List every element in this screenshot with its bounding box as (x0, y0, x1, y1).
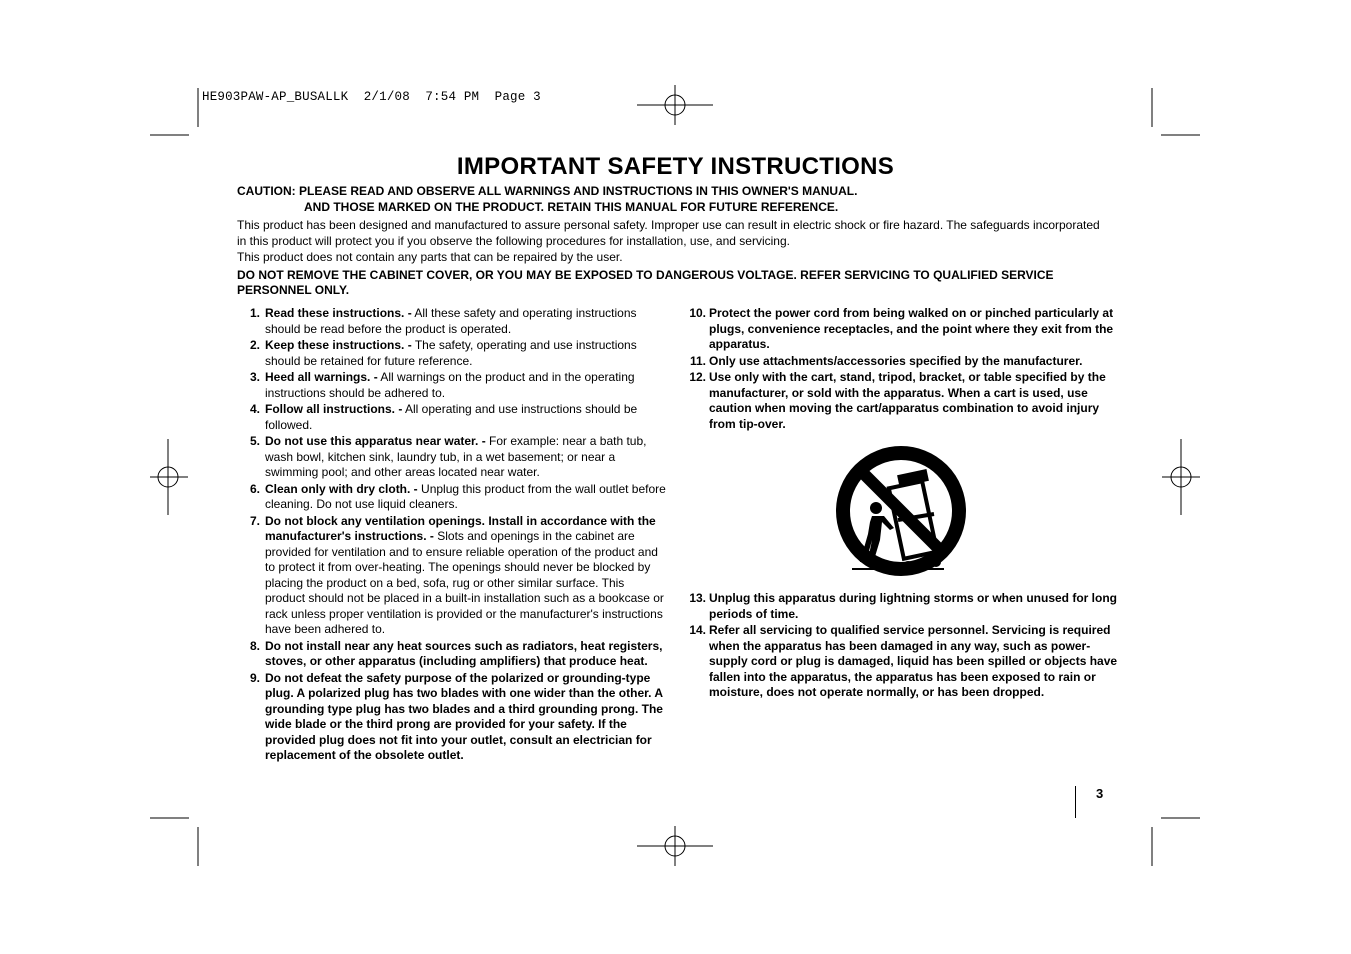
item-text: Only use attachments/accessories specified by the manufacturer. (709, 353, 1083, 368)
item-lead: Do not defeat the safety purpose of the polarized or grounding-type plug. A polarized plug has two blades with one wider than the other. A grounding type plug has two blades and a third grounding prong. The wide blade or the third prong are provided for your safety. If the provided plug does not fit into your outlet, consult an electrician for replacement of the obsolete outlet. (265, 670, 663, 762)
cart-tip-over-warning-icon (834, 444, 968, 578)
item-lead: Read these instructions. - (265, 306, 412, 320)
item-text: All operating and use instructions should be followed. (265, 402, 638, 432)
intro-paragraph: This product has been designed and manufactured to assure personal safety. Improper use can result in electric shock or fire hazard. The safeguards incorporated in this product will protect you if you observe the following procedures for installation, use, and servicing. (237, 218, 1100, 248)
caution-line-1: CAUTION: PLEASE READ AND OBSERVE ALL WARNINGS AND INSTRUCTIONS IN THIS OWNER'S MANUAL. (237, 184, 858, 198)
item-number: 2. (249, 338, 260, 352)
item-text: Unplug this product from the wall outlet before cleaning. Do not use liquid cleaners. (265, 481, 666, 511)
item-number: 14. (689, 623, 706, 637)
item-text: Protect the power cord from being walked on or pinched particularly at plugs, convenience receptacles, and the point where they exit from the apparatus. (709, 306, 1114, 351)
item-number: 4. (249, 402, 260, 416)
item-text: For example: near a bath tub, wash bowl, kitchen sink, laundry tub, in a wet basement; or near a swimming pool; and other areas located near water. (265, 434, 647, 479)
item-number: 6. (249, 481, 260, 496)
list-item (241, 306, 667, 337)
instructions-left-column (241, 306, 667, 765)
item-number: 9. (249, 670, 260, 685)
list-item (241, 370, 667, 401)
list-item (684, 306, 1120, 353)
item-lead: Do not install near any heat sources such as radiators, heat registers, stoves, or other apparatus (including amplifiers) that produce heat. (265, 638, 663, 668)
item-lead: Do not use this apparatus near water. - (265, 434, 486, 448)
item-number: 7. (249, 513, 260, 528)
list-item (684, 354, 1120, 370)
item-number: 12. (689, 370, 706, 384)
item-text: Slots and openings in the cabinet are provided for ventilation and to ensure reliable operation of the product and to protect it from over-heating. The openings should never be blocked by placing the product on a bed, sofa, rug or other similar surface. This product should not be placed in a built-in installation such as a bookcase or rack unless proper ventilation is provided or the manufacturer's instructions have been adhered to. (265, 529, 664, 636)
instructions-right-column-lower (684, 591, 1120, 702)
list-item (241, 671, 667, 764)
caution-line-2: AND THOSE MARKED ON THE PRODUCT. RETAIN THIS MANUAL FOR FUTURE REFERENCE. (304, 200, 839, 214)
list-item (241, 338, 667, 369)
item-text: Use only with the cart, stand, tripod, bracket, or table specified by the manufacturer, or sold with the apparatus. When a cart is used, use caution when moving the cart/apparatus combination to avoid injury from tip-over. (709, 370, 1106, 431)
item-number: 10. (689, 306, 706, 320)
item-number: 8. (249, 638, 260, 653)
list-item (241, 639, 667, 670)
list-item (684, 591, 1120, 622)
page-number-rule (1075, 786, 1076, 818)
page-number: 3 (1096, 786, 1104, 801)
cabinet-warning: DO NOT REMOVE THE CABINET COVER, OR YOU MAY BE EXPOSED TO DANGEROUS VOLTAGE. REFER SERVICING TO QUALIFIED SERVICE PERSONNEL ONLY. (237, 268, 1054, 297)
list-item (241, 482, 667, 513)
intro-paragraph-2: This product does not contain any parts that can be repaired by the user. (237, 250, 623, 264)
item-text: All warnings on the product and in the operating instructions should be adhered to. (265, 370, 635, 400)
item-number: 1. (249, 306, 260, 320)
instructions-right-column (684, 306, 1120, 433)
print-slug: HE903PAW-AP_BUSALLK 2/1/08 7:54 PM Page 3 (202, 90, 541, 104)
item-text: All these safety and operating instructions should be read before the product is operated. (265, 306, 637, 336)
list-item (241, 402, 667, 433)
list-item (241, 434, 667, 481)
item-lead: Follow all instructions. - (265, 402, 403, 416)
page-title: IMPORTANT SAFETY INSTRUCTIONS (456, 153, 895, 180)
item-lead: Heed all warnings. - (265, 370, 378, 384)
item-text: Refer all servicing to qualified service personnel. Servicing is required when the apparatus has been damaged in any way, such as power-supply cord or plug is damaged, liquid has been spilled or objects have fallen into the apparatus, the apparatus has been exposed to rain or moisture, does not operate normally, or has been dropped. (709, 623, 1118, 699)
item-number: 3. (249, 370, 260, 384)
item-number: 13. (689, 591, 706, 605)
item-number: 11. (689, 353, 706, 368)
list-item (241, 514, 667, 638)
item-lead: Keep these instructions. - (265, 338, 412, 352)
list-item (684, 623, 1120, 701)
list-item (684, 370, 1120, 432)
item-lead: Do not block any ventilation openings. Install in accordance with the manufacturer's instructions. - (265, 513, 656, 543)
item-number: 5. (249, 434, 260, 448)
item-text: Unplug this apparatus during lightning storms or when unused for long periods of time. (709, 591, 1117, 621)
item-text: The safety, operating and use instructions should be retained for future reference. (265, 338, 637, 368)
item-lead: Clean only with dry cloth. - (265, 481, 418, 496)
